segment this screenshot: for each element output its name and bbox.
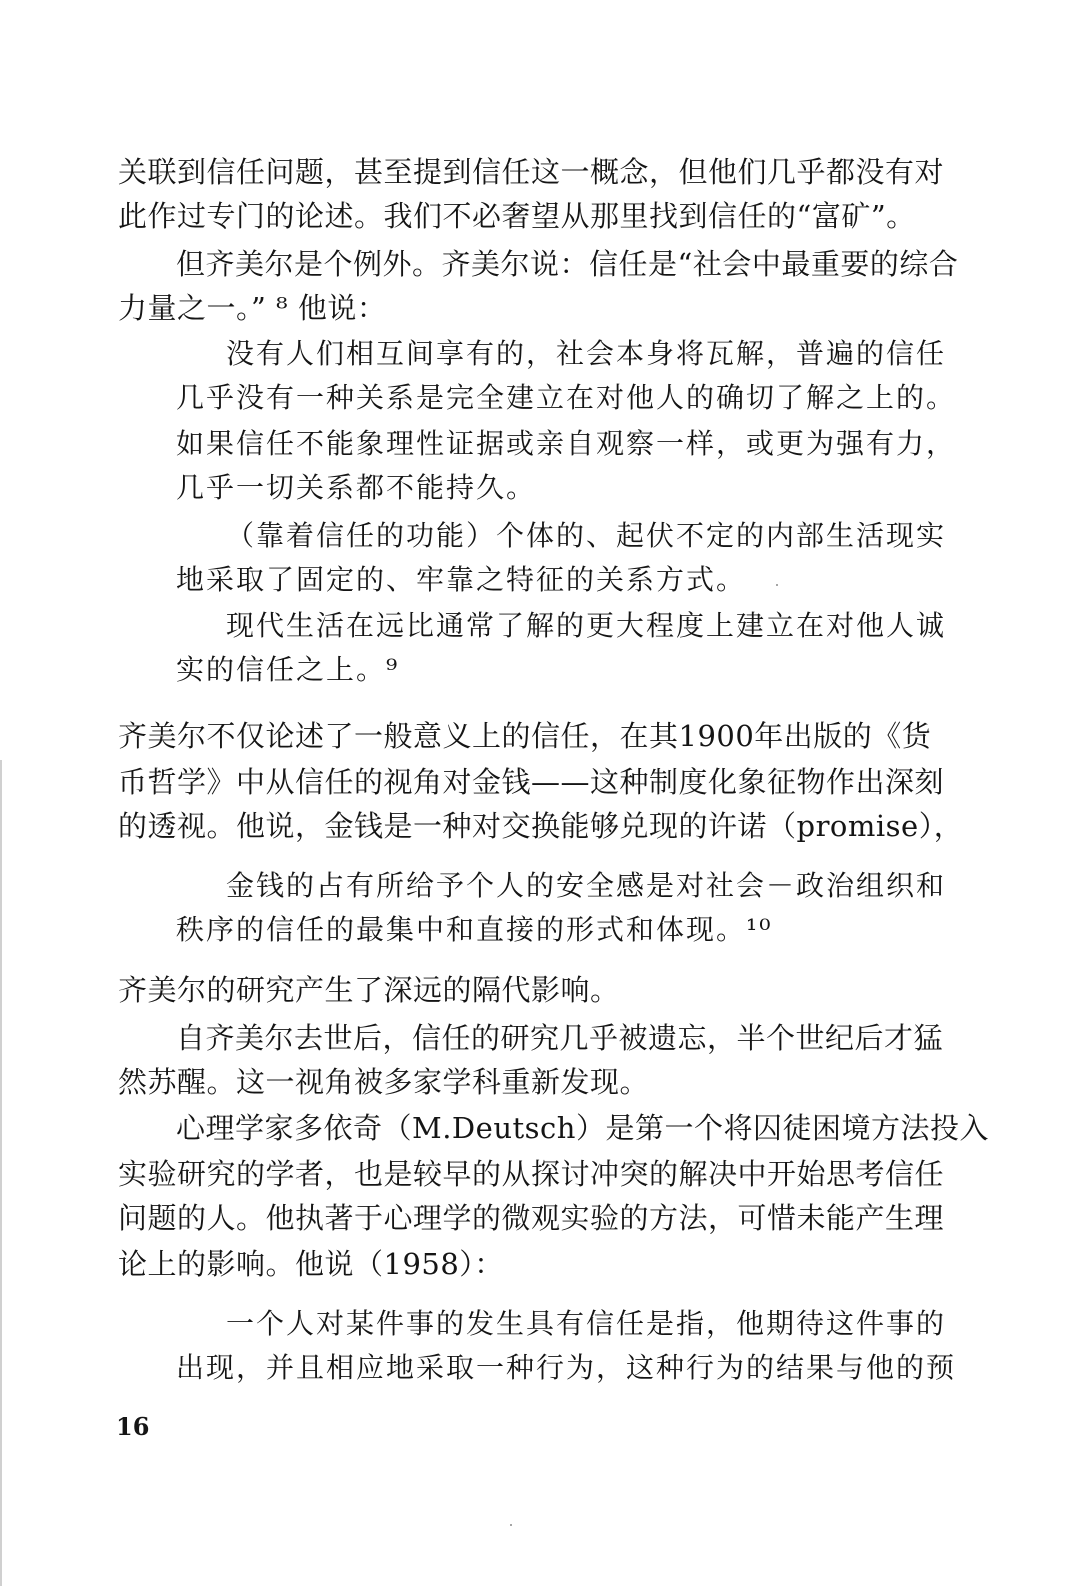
text-line: 自齐美尔去世后，信任的研究几乎被遗忘，半个世纪后才猛 [176, 1021, 944, 1055]
quote-line: 金钱的占有所给予个人的安全感是对社会－政治组织和 [226, 869, 947, 902]
scan-speck [776, 584, 778, 586]
text-line: 心理学家多依奇（M.Deutsch）是第一个将囚徒困境方法投入 [176, 1111, 989, 1145]
quote-line: 如果信任不能象理性证据或亲自观察一样，或更为强有力， [176, 427, 957, 460]
text-line: 币哲学》中从信任的视角对金钱——这种制度化象征物作出深刻 [118, 765, 945, 799]
quote-line: 一个人对某件事的发生具有信任是指，他期待这件事的 [226, 1307, 947, 1340]
quote-line: 几乎没有一种关系是完全建立在对他人的确切了解之上的。 [176, 381, 957, 414]
quote-line: 现代生活在远比通常了解的更大程度上建立在对他人诚 [226, 609, 947, 642]
page-number: 16 [116, 1412, 150, 1441]
quote-line: 没有人们相互间享有的，社会本身将瓦解，普遍的信任 [226, 337, 947, 370]
text-line: 关联到信任问题，甚至提到信任这一概念，但他们几乎都没有对 [118, 155, 945, 189]
quote-line: 出现，并且相应地采取一种行为，这种行为的结果与他的预 [176, 1351, 957, 1384]
text-line: 实验研究的学者，也是较早的从探讨冲突的解决中开始思考信任 [118, 1157, 945, 1191]
scan-speck [510, 1524, 512, 1526]
text-line: 问题的人。他执著于心理学的微观实验的方法，可惜未能产生理 [118, 1201, 945, 1235]
text-line: 力量之一。” ⁸ 他说： [118, 291, 387, 325]
text-line: 然苏醒。这一视角被多家学科重新发现。 [118, 1065, 650, 1099]
quote-line: （靠着信任的功能）个体的、起伏不定的内部生活现实 [226, 519, 947, 552]
quote-line: 几乎一切关系都不能持久。 [176, 471, 537, 504]
quote-line: 秩序的信任的最集中和直接的形式和体现。¹⁰ [176, 913, 773, 946]
text-line: 但齐美尔是个例外。齐美尔说：信任是“社会中最重要的综合 [176, 247, 959, 281]
text-line: 齐美尔的研究产生了深远的隔代影响。 [118, 973, 620, 1007]
scan-edge-shadow [0, 760, 2, 1586]
quote-line: 地采取了固定的、牢靠之特征的关系方式。 [176, 563, 747, 596]
text-line: 的透视。他说，金钱是一种对交换能够兑现的许诺（promise）， [118, 809, 964, 843]
text-line: 齐美尔不仅论述了一般意义上的信任，在其1900年出版的《货 [118, 719, 932, 753]
text-line: 此作过专门的论述。我们不必奢望从那里找到信任的“富矿”。 [118, 199, 916, 233]
quote-line: 实的信任之上。⁹ [176, 653, 400, 686]
text-line: 论上的影响。他说（1958）： [118, 1247, 504, 1281]
